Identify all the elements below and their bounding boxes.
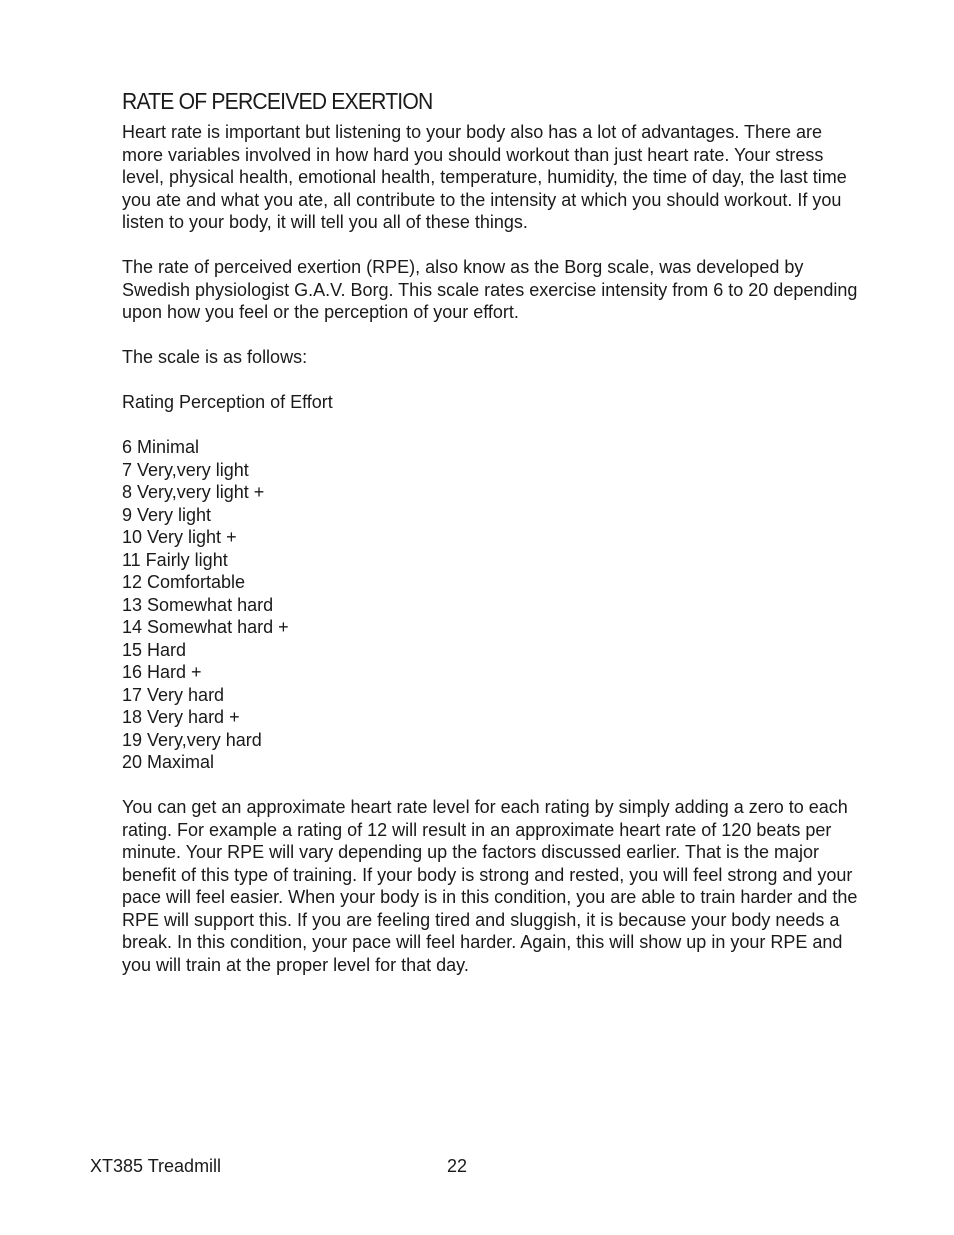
scale-item: 13 Somewhat hard — [122, 594, 274, 615]
scale-item: 10 Very light + — [122, 527, 237, 547]
scale-item: 11 Fairly light — [122, 549, 228, 570]
footer-product-name: XT385 Treadmill — [90, 1156, 222, 1176]
footer-page-number: 22 — [447, 1156, 468, 1176]
spacer — [122, 324, 867, 347]
document-body — [122, 86, 867, 976]
scale-header: Rating Perception of Effort — [122, 392, 333, 412]
scale-item: 14 Somewhat hard + — [122, 617, 289, 637]
scale-item: 18 Very hard + — [122, 707, 240, 727]
scale-item: 15 Hard — [122, 639, 187, 660]
scale-item: 12 Comfortable — [122, 572, 246, 592]
scale-item: 7 Very,very light — [122, 459, 249, 480]
scale-item: 19 Very,very hard — [122, 729, 262, 750]
spacer — [122, 774, 867, 797]
heart-rate-paragraph: You can get an approximate heart rate level for each rating by simply adding a zero to each rating. For example a rating of 12 will result in an approximate heart rate of 120 beats per minute. Your RPE will vary depending up the factors discussed earlier. That is the major benefit of this type of training. If your body is strong and rested, you will feel strong and your pace will feel easier. When your body is in this condition, you are able to train harder and the RPE will support this. If you are feeling tired and sluggish, it is because your body needs a break. In this condition, your pace will feel harder. Again, this will show up in your RPE and you will train at the proper level for that day. — [122, 797, 858, 975]
scale-intro-text: The scale is as follows: — [122, 347, 308, 367]
scale-item: 8 Very,very light + — [122, 482, 265, 502]
spacer — [122, 234, 867, 257]
scale-item: 20 Maximal — [122, 752, 215, 772]
rpe-scale-list — [122, 436, 867, 774]
scale-item: 9 Very light — [122, 504, 212, 525]
borg-scale-paragraph: The rate of perceived exertion (RPE), also know as the Borg scale, was developed by Swedish physiologist G.A.V. Borg. This scale rates exercise intensity from 6 to 20 depending upon how you feel or the perception of your effort. — [122, 257, 858, 322]
section-heading: RATE OF PERCEIVED EXERTION — [122, 88, 433, 114]
spacer — [122, 414, 867, 437]
scale-item: 16 Hard + — [122, 662, 202, 682]
scale-item: 6 Minimal — [122, 437, 200, 457]
spacer — [122, 369, 867, 392]
intro-paragraph: Heart rate is important but listening to your body also has a lot of advantages. There are more variables involved in how hard you should workout than just heart rate. Your stress level, physical health, emotional health, temperature, humidity, the time of day, the last time you ate and what you ate, all contribute to the intensity at which you should workout. If you listen to your body, it will tell you all of these things. — [122, 122, 847, 232]
scale-item: 17 Very hard — [122, 684, 225, 705]
